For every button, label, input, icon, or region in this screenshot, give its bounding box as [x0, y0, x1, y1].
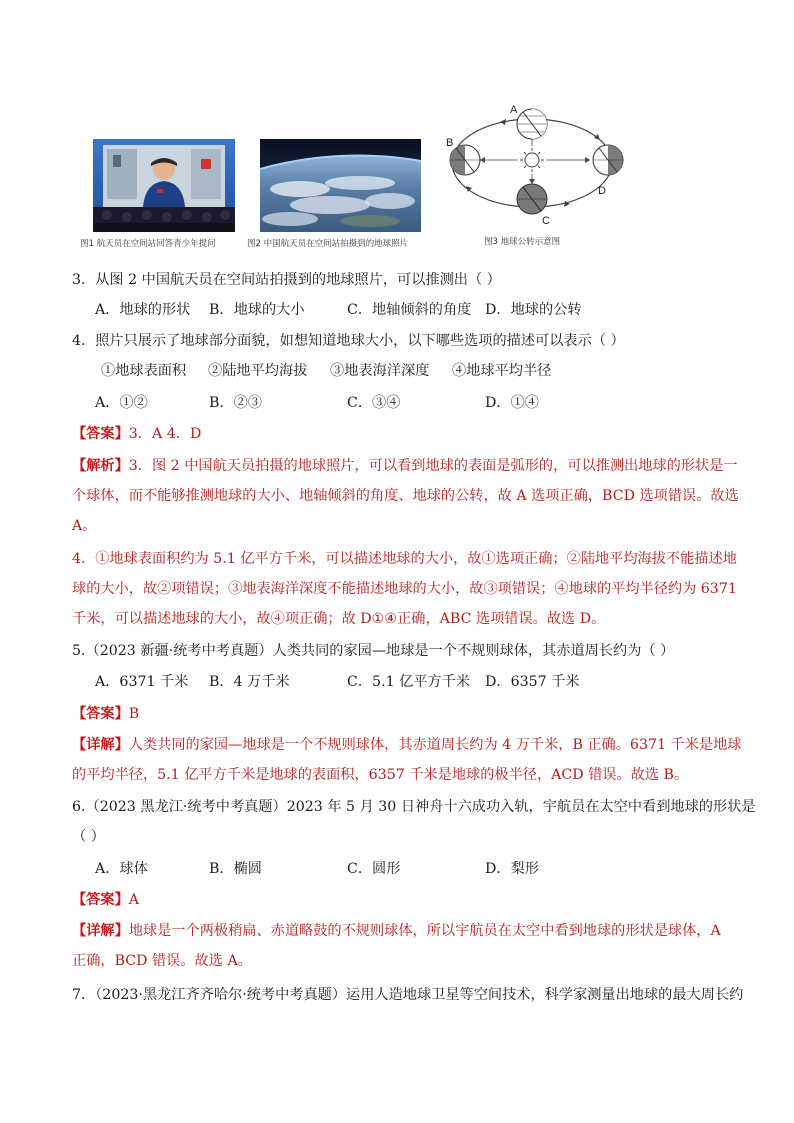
figure-1-photo: [93, 139, 235, 232]
q4-option-a: A．①②: [95, 395, 148, 411]
label-b: B: [446, 137, 454, 149]
q5-answer: 【答案】B: [72, 706, 140, 722]
analysis-line-1: 【解析】3．图 2 中国航天员拍摄的地球照片，可以看到地球的表面是弧形的，可以推测出地球的形状是一: [72, 458, 738, 474]
figure-1-caption: 图1 航天员在空间站回答青少年提问: [80, 239, 216, 249]
q5-option-a: A．6371 千米: [95, 674, 189, 690]
q5-option-d: D．6357 千米: [485, 674, 580, 690]
analysis-line-6: 千米，可以描述地球的大小，故④项正确；故 D①④正确，ABC 选项错误。故选 D。: [72, 611, 606, 627]
q5-option-c: C．5.1 亿平方千米: [347, 674, 471, 690]
answer-3-4: [72, 424, 201, 444]
q6-option-a: A．球体: [95, 861, 148, 877]
analysis-line-4: 4．①地球表面积约为 5.1 亿平方千米，可以描述地球的大小，故①选项正确；②陆地平均海拔不能描述地: [72, 551, 737, 567]
q4-item-3: ③地表海洋深度: [330, 363, 430, 379]
answer-text: 3．A 4．D: [128, 426, 202, 442]
analysis-line-2: 个球体，而不能够推测地球的大小、地轴倾斜的角度、地球的公转，故 A 选项正确，BCD 选项错误。故选: [72, 488, 739, 504]
q6-detail-line-2: 正确，BCD 错误。故选 A。: [72, 953, 252, 969]
label-a: A: [510, 104, 518, 116]
q4-item-4: ④地球平均半径: [452, 363, 552, 379]
figure-2-caption: 图2 中国航天员在空间站拍摄到的地球照片: [247, 239, 409, 249]
q4-item-2: ②陆地平均海拔: [208, 363, 308, 379]
figure-2-photo: [260, 139, 421, 232]
q3-option-a: A．地球的形状: [95, 302, 191, 318]
earth-position-d: [593, 145, 623, 175]
q6-option-d: D．梨形: [485, 861, 539, 877]
q4-stem: 4．照片只展示了地球部分面貌，如想知道地球大小，以下哪些选项的描述可以表示（ ）: [72, 333, 625, 349]
q3-stem: 3．从图 2 中国航天员在空间站拍摄到的地球照片，可以推测出（ ）: [72, 272, 501, 288]
q3-option-d: D．地球的公转: [485, 302, 582, 318]
q4-item-1: ①地球表面积: [101, 363, 187, 379]
q5-option-b: B．4 万千米: [209, 674, 290, 690]
q6-stem-line-1: 6.（2023 黑龙江·统考中考真题）2023 年 5 月 30 日神舟十六成功入轨，宇航员在太空中看到地球的形状是: [72, 799, 756, 815]
q3-option-c: C．地轴倾斜的角度: [347, 302, 472, 318]
q3-option-b: B．地球的大小: [209, 302, 305, 318]
q6-answer: 【答案】A: [72, 892, 140, 908]
label-d: D: [598, 185, 606, 197]
label-c: C: [542, 215, 550, 227]
analysis-line-5: 球的大小，故②项错误；③地表海洋深度不能描述地球的大小，故③项错误；④地球的平均半径约为 6371: [72, 581, 737, 597]
earth-position-c: [517, 184, 547, 214]
q4-option-b: B．②③: [209, 395, 262, 411]
analysis-line-3: A。: [72, 518, 97, 534]
figure-3-diagram: [440, 100, 640, 232]
analysis-tag: 【解析】: [72, 458, 129, 474]
answer-tag: 【答案】: [72, 426, 129, 442]
earth-position-a: [517, 109, 547, 139]
q6-detail-line-1: 【详解】地球是一个两极稍扁、赤道略鼓的不规则球体，所以宇航员在太空中看到地球的形状是球体，A: [72, 923, 721, 939]
q6-option-b: B．椭圆: [209, 861, 262, 877]
q7-stem: 7．（2023·黑龙江齐齐哈尔·统考中考真题）运用人造地球卫星等空间技术，科学家测量出地球的最大周长约: [72, 987, 744, 1003]
q6-stem-line-2: （ ）: [72, 829, 105, 845]
q5-stem: 5.（2023 新疆·统考中考真题）人类共同的家园—地球是一个不规则球体，其赤道周长约为（ ）: [72, 643, 675, 659]
q5-detail-line-1: 【详解】人类共同的家园—地球是一个不规则球体，其赤道周长约为 4 万千米，B 正确。6371 千米是地球: [72, 737, 742, 753]
q6-option-c: C．圆形: [347, 861, 401, 877]
q4-option-c: C．③④: [347, 395, 401, 411]
q4-option-d: D．①④: [485, 395, 539, 411]
q5-detail-line-2: 的平均半径，5.1 亿平方千米是地球的表面积，6357 千米是地球的极半径，ACD 错误。故选 B。: [72, 767, 689, 783]
figure-3-caption: 图3 地球公转示意图: [484, 237, 561, 247]
earth-position-b: [450, 145, 480, 175]
sun-icon: [520, 148, 544, 172]
